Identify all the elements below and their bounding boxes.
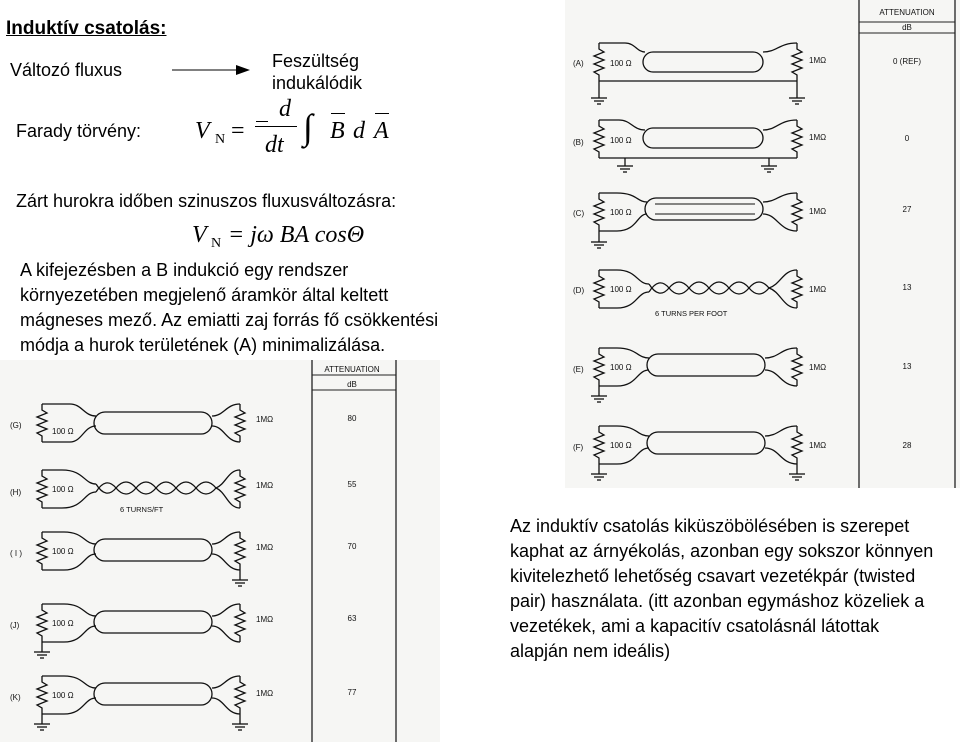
source-resistor-label: 100 Ω (610, 363, 632, 372)
resistor-icon (594, 348, 604, 386)
ground-icon (761, 166, 777, 172)
formula-den: dt (265, 132, 284, 158)
resistor-icon (37, 470, 47, 508)
resistor-icon (792, 43, 802, 81)
ground-icon (232, 724, 248, 730)
ground-icon (591, 242, 607, 248)
resistor-icon (594, 270, 604, 308)
top-atten-header: ATTENUATION (879, 8, 935, 17)
vector-bar-b (331, 113, 345, 114)
source-resistor-label: 100 Ω (52, 691, 74, 700)
explanation-paragraph (20, 258, 560, 358)
row-id-label: (B) (573, 138, 584, 147)
resistor-icon (235, 404, 245, 442)
formula-b: B (330, 118, 345, 144)
resistor-icon (594, 193, 604, 231)
source-resistor-label: 100 Ω (52, 427, 74, 436)
paragraph-line: módja a hurok területének (A) minimalizálása. (20, 335, 386, 355)
ground-icon (789, 474, 805, 480)
attenuation-value: 80 (347, 414, 357, 423)
load-resistor-label: 1MΩ (809, 56, 827, 65)
vector-bar-a (375, 113, 389, 114)
resistor-icon (235, 470, 245, 508)
resistor-icon (792, 120, 802, 158)
resistor-icon (594, 120, 604, 158)
load-resistor-label: 1MΩ (256, 615, 274, 624)
formula-v: V (195, 118, 210, 144)
load-resistor-label: 1MΩ (809, 441, 827, 450)
resistor-icon (37, 604, 47, 642)
attenuation-value: 28 (902, 441, 912, 450)
shielded-cable-icon (94, 412, 212, 434)
fraction-bar (255, 126, 297, 127)
closed-loop-text: Zárt hurokra időben szinuszos fluxusváltozásra: (16, 191, 397, 211)
circuit-row-k (10, 676, 357, 730)
shielded-cable-icon (647, 432, 765, 454)
ground-icon (789, 98, 805, 104)
resistor-icon (792, 426, 802, 464)
bottom-atten-header: ATTENUATION (324, 365, 380, 374)
resistor-icon (792, 348, 802, 386)
paragraph-line: környezetében megjelenő áramkör által keltett (20, 285, 389, 305)
row-id-label: ( I ) (10, 549, 22, 558)
row-id-label: (H) (10, 488, 22, 497)
induced-label-line2: indukálódik (272, 73, 363, 93)
sinusoidal-formula (192, 222, 412, 256)
ground-icon (232, 580, 248, 586)
load-resistor-label: 1MΩ (256, 481, 274, 490)
resistor-icon (37, 532, 47, 570)
source-resistor-label: 100 Ω (52, 485, 74, 494)
source-resistor-label: 100 Ω (610, 285, 632, 294)
paragraph-line: mágneses mező. Az emiatti zaj forrás fő csökkentési (20, 310, 439, 330)
source-resistor-label: 100 Ω (610, 136, 632, 145)
circuit-row-g (10, 404, 357, 442)
source-resistor-label: 100 Ω (610, 441, 632, 450)
shielded-cable-icon (94, 683, 212, 705)
attenuation-value: 13 (902, 362, 912, 371)
faraday-label: Farady törvény: (16, 121, 142, 141)
resistor-icon (235, 676, 245, 714)
induced-label-line1: Feszültség (272, 51, 360, 71)
attenuation-value: 27 (902, 205, 912, 214)
circuit-row-e (573, 348, 912, 402)
shielded-cable-icon (643, 128, 763, 148)
resistor-icon (235, 532, 245, 570)
flux-label: Változó fluxus (10, 60, 123, 80)
slide-title: Induktív csatolás: (6, 18, 167, 39)
ground-icon (34, 652, 50, 658)
source-resistor-label: 100 Ω (52, 619, 74, 628)
circuit-row-i (10, 532, 357, 586)
shielded-cable-icon (643, 52, 763, 72)
attenuation-value: 0 (REF) (893, 57, 921, 66)
bottom-circuit-figure (0, 360, 440, 742)
formula-a: A (374, 118, 389, 144)
circuit-row-c (573, 193, 912, 248)
source-resistor-label: 100 Ω (52, 547, 74, 556)
sin-formula-v: V (192, 222, 207, 248)
twist-rate-label: 6 TURNS/FT (120, 505, 164, 514)
resistor-icon (792, 193, 802, 231)
load-resistor-label: 1MΩ (809, 133, 827, 142)
ground-icon (34, 724, 50, 730)
load-resistor-label: 1MΩ (256, 689, 274, 698)
attenuation-value: 77 (347, 688, 357, 697)
ground-icon (591, 474, 607, 480)
row-id-label: (D) (573, 286, 585, 295)
row-id-label: (J) (10, 621, 20, 630)
ground-icon (617, 166, 633, 172)
resistor-icon (37, 676, 47, 714)
top-atten-unit: dB (902, 23, 912, 32)
sin-formula-rhs: = jω BA cosΘ (228, 222, 365, 248)
resistor-icon (594, 426, 604, 464)
attenuation-value: 0 (904, 134, 910, 143)
sin-formula-sub: N (211, 236, 222, 251)
load-resistor-label: 1MΩ (809, 207, 827, 216)
circuit-row-d (573, 270, 912, 318)
minus-sign (256, 121, 268, 122)
source-resistor-label: 100 Ω (610, 59, 632, 68)
twisted-pair-paragraph: Az induktív csatolás kiküszöbölésében is szerepet kaphat az árnyékolás, azonban egy sokszor könnyen kivitelezhető lehetőség csavart vezetékpár (twisted pair) használata. (itt azonban egymáshoz közeliek a vezetékek, ami a kapacitív csatolásnál látottak alapján nem ideális) (510, 516, 934, 661)
ground-icon (591, 98, 607, 104)
shielded-cable-icon (645, 198, 763, 220)
resistor-icon (594, 43, 604, 81)
resistor-icon (792, 270, 802, 308)
formula-num: d (279, 96, 291, 122)
row-id-label: (F) (573, 443, 584, 452)
load-resistor-label: 1MΩ (809, 285, 827, 294)
source-resistor-label: 100 Ω (610, 208, 632, 217)
resistor-icon (235, 604, 245, 642)
paragraph-line: A kifejezésben a B indukció egy rendszer (20, 260, 349, 280)
circuit-row-h (10, 470, 357, 514)
resistor-icon (37, 404, 47, 442)
shielded-cable-icon (94, 539, 212, 561)
circuit-row-j (10, 604, 357, 658)
shielded-cable-icon (647, 354, 765, 376)
formula-sub-n: N (215, 132, 226, 147)
circuit-row-f (573, 426, 912, 480)
attenuation-value: 55 (347, 480, 357, 489)
induced-label (272, 50, 362, 94)
top-circuit-figure (565, 0, 960, 488)
shielded-cable-icon (94, 611, 212, 633)
bottom-atten-unit: dB (347, 380, 357, 389)
ground-icon (591, 396, 607, 402)
integral-sign: ∫ (303, 107, 313, 147)
attenuation-value: 13 (902, 283, 912, 292)
row-id-label: (A) (573, 59, 584, 68)
row-id-label: (C) (573, 209, 585, 218)
formula-d: d (353, 118, 365, 144)
attenuation-value: 63 (347, 614, 357, 623)
flux-arrow-icon (170, 62, 252, 78)
faraday-formula (195, 96, 405, 166)
circuit-row-a (573, 43, 921, 104)
attenuation-value: 70 (347, 542, 357, 551)
row-id-label: (E) (573, 365, 584, 374)
row-id-label: (K) (10, 693, 21, 702)
row-id-label: (G) (10, 421, 22, 430)
load-resistor-label: 1MΩ (256, 415, 274, 424)
formula-eq: = (231, 118, 245, 144)
load-resistor-label: 1MΩ (256, 543, 274, 552)
load-resistor-label: 1MΩ (809, 363, 827, 372)
twist-rate-label: 6 TURNS PER FOOT (655, 309, 728, 318)
